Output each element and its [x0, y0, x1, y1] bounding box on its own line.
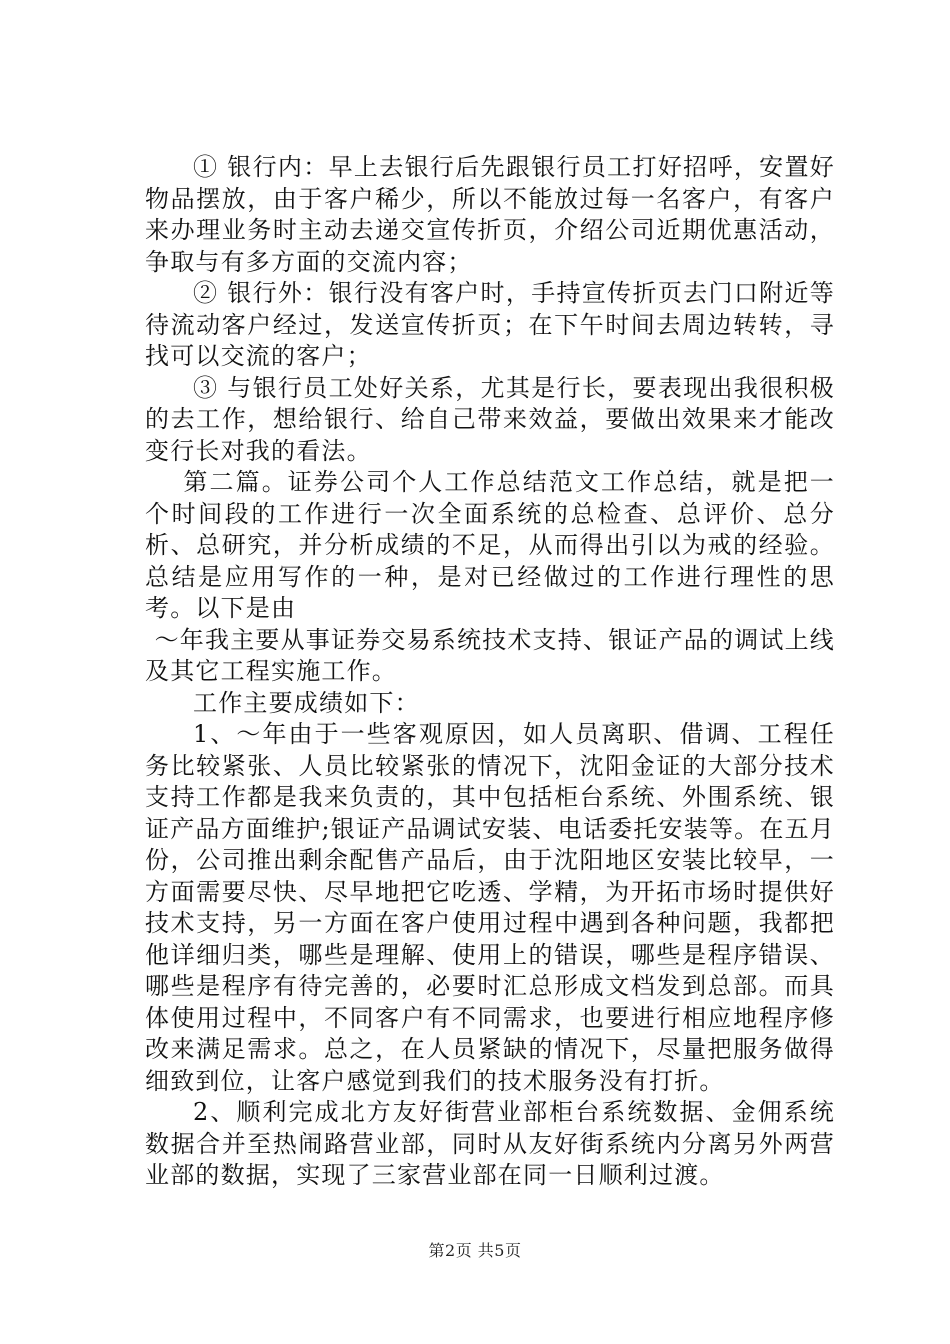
page-footer: 第2页 共5页 — [428, 1241, 522, 1260]
paragraph-achievements-heading: 工作主要成绩如下： — [193, 688, 420, 717]
paragraph-bank-relations: ③ 与银行员工处好关系，尤其是行长，要表现出我很积极的去工作，想给银行、给自己带来效益，要做出效果来才能改变行长对我的看法。 — [145, 373, 835, 465]
paragraph-bank-inside: ① 银行内：早上去银行后先跟银行员工打好招呼，安置好物品摆放，由于客户稀少，所以不能放过每一名客户，有客户来办理业务时主动去递交宣传折页，介绍公司近期优惠活动，争取与有多方面的交流内容； — [145, 153, 835, 276]
paragraph-year-work: ～年我主要从事证券交易系统技术支持、银证产品的调试上线及其它工程实施工作。 — [145, 625, 835, 685]
paragraph-achievement-2: 2、顺利完成北方友好街营业部柜台系统数据、金佣系统数据合并至热闹路营业部，同时从友好街系统内分离另外两营业部的数据，实现了三家营业部在同一日顺利过渡。 — [145, 1098, 835, 1189]
paragraph-second-article: 第二篇。证券公司个人工作总结范文工作总结，就是把一个时间段的工作进行一次全面系统的总检查、总评价、总分析、总研究，并分析成绩的不足，从而得出引以为戒的经验。总结是应用写作的一种，是对已经做过的工作进行理性的思考。以下是由 — [145, 468, 835, 622]
paragraph-achievement-1: 1、～年由于一些客观原因，如人员离职、借调、工程任务比较紧张、人员比较紧张的情况下，沈阳金证的大部分技术支持工作都是我来负责的，其中包括柜台系统、外围系统、银证产品方面维护;银证产品调试安装、电话委托安装等。在五月份，公司推出剩余配售产品后，由于沈阳地区安装比较早，一方面需要尽快、尽早地把它吃透、学精，为开拓市场时提供好技术支持，另一方面在客户使用过程中遇到各种问题，我都把他详细归类，哪些是理解、使用上的错误，哪些是程序错误、哪些是程序有待完善的，必要时汇总形成文档发到总部。而具体使用过程中，不同客户有不同需求，也要进行相应地程序修改来满足需求。总之，在人员紧缺的情况下，尽量把服务做得细致到位，让客户感觉到我们的技术服务没有打折。 — [145, 720, 835, 1095]
document-body — [145, 152, 835, 1192]
paragraph-bank-outside: ② 银行外：银行没有客户时，手持宣传折页去门口附近等待流动客户经过，发送宣传折页；在下午时间去周边转转，寻找可以交流的客户； — [145, 279, 835, 370]
